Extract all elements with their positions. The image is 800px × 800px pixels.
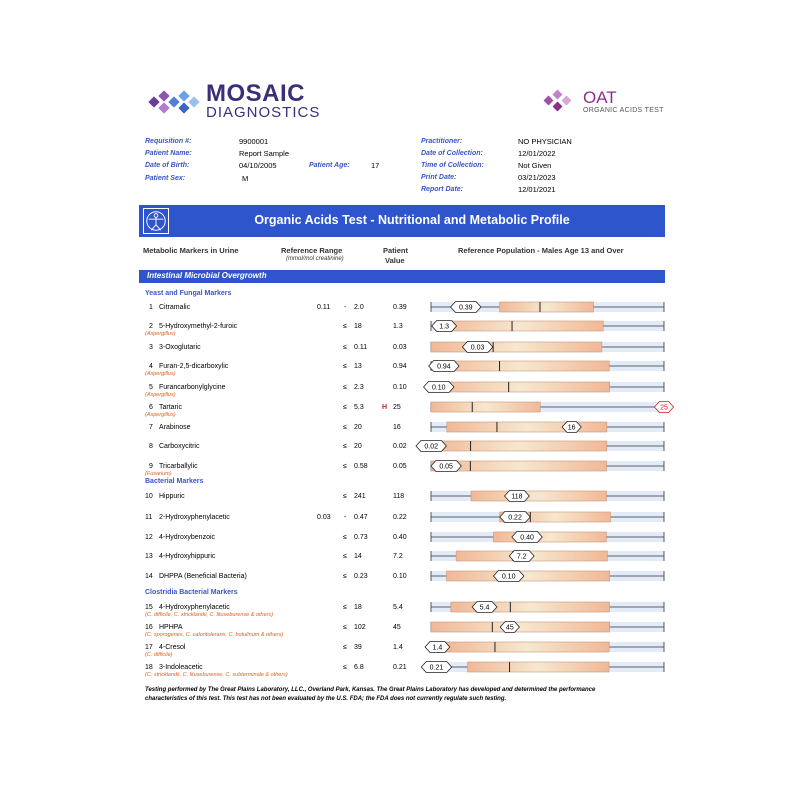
reference-operator: ≤ [343,553,347,560]
reference-high: 13 [354,363,362,370]
patient-value: 16 [393,424,401,431]
marker-organism: (Fusarium) [145,471,172,477]
patient-value-marker-label: 0.10 [431,384,446,392]
marker-number: 16 [145,624,153,631]
patient-value: 0.94 [393,363,407,370]
patient-value-marker-label: 5.4 [479,604,490,612]
oat-logo-icon [541,88,581,114]
group-title: Clostridia Bacterial Markers [145,589,238,596]
marker-organism: (Aspergillus) [145,392,176,398]
marker-number: 12 [145,534,153,541]
marker-number: 11 [145,514,153,521]
patient-value-marker-label: 16 [567,424,576,432]
column-range-units: (mmol/mol creatinine) [286,256,344,262]
reference-population-bar [0,417,800,437]
reference-operator: ≤ [343,604,347,611]
quartile-box [431,441,607,451]
reference-population-bar [0,657,800,677]
reference-population-bar [0,597,800,617]
reference-high: 18 [354,323,362,330]
reference-population-bar [0,617,800,637]
reference-low: 0.03 [317,514,331,521]
reference-operator: ≤ [343,404,347,411]
reference-high: 102 [354,624,366,631]
patient-value-marker-label: 0.40 [520,534,534,542]
marker-name: Citramalic [159,304,191,311]
report-date-label: Report Date: [421,186,464,193]
patient-value-marker-label: 0.39 [458,304,473,312]
age-value: 17 [371,161,380,170]
reference-high: 241 [354,493,366,500]
reference-operator: ≤ [343,664,347,671]
marker-organism: (Aspergillus) [145,371,176,377]
mosaic-logo-icon [146,80,206,124]
marker-name: 2-Hydroxyphenylacetic [159,514,230,521]
marker-name: Arabinose [159,424,191,431]
collection-time-value: Not Given [518,161,552,170]
reference-population-bar [0,297,800,317]
marker-name: Tartaric [159,404,182,411]
patient-value-marker-label: 0.21 [429,664,444,672]
marker-number: 7 [149,424,153,431]
marker-name: 4-Hydroxyphenylacetic [159,604,230,611]
collection-date-value: 12/01/2022 [518,149,556,158]
reference-population-bar [0,377,800,397]
marker-name: 4-Hydroxyhippuric [159,553,216,560]
reference-population-bar [0,397,800,417]
reference-operator: ≤ [343,363,347,370]
reference-operator: ≤ [343,534,347,541]
quartile-box [438,321,603,331]
marker-name: 4-Cresol [159,644,186,651]
patient-value: 25 [393,404,401,411]
reference-high: 0.47 [354,514,368,521]
quartile-box [445,642,609,652]
patient-value-marker-label: 0.22 [508,514,522,522]
quartile-box [431,342,602,352]
reference-high: 20 [354,443,362,450]
reference-operator: ≤ [343,573,347,580]
reference-operator: ≤ [343,424,347,431]
marker-organism: (C. stricklandii, C. lituseburense, C. subterminale & others) [145,672,288,678]
quartile-box [431,382,610,392]
high-flag: H [382,404,388,411]
sex-label: Patient Sex: [145,175,186,182]
reference-population-bar [0,316,800,336]
reference-population-bar [0,507,800,527]
marker-number: 4 [149,363,153,370]
marker-name: Hippuric [159,493,185,500]
reference-population-bar [0,546,800,566]
reference-population-bar [0,486,800,506]
brand-subtitle: DIAGNOSTICS [206,104,321,121]
marker-name: 4-Hydroxybenzoic [159,534,216,541]
marker-name: Furan-2,5-dicarboxylic [159,363,229,370]
marker-number: 18 [145,664,153,671]
patient-value: 0.10 [393,384,407,391]
quartile-box [447,571,610,581]
patient-value: 118 [393,493,405,500]
reference-operator: ≤ [343,323,347,330]
patient-value: 5.4 [393,604,403,611]
reference-high: 0.23 [354,573,368,580]
age-label: Patient Age: [309,162,350,169]
dob-value: 04/10/2005 [239,161,277,170]
reference-high: 20 [354,424,362,431]
group-title: Yeast and Fungal Markers [145,290,232,297]
brand-name: MOSAIC [206,80,305,107]
marker-organism: (Aspergillus) [145,331,176,337]
marker-name: HPHPA [159,624,183,631]
quartile-box [493,532,606,542]
reference-operator: ≤ [343,384,347,391]
reference-high: 6.8 [354,664,364,671]
column-markers: Metabolic Markers in Urine [143,246,239,255]
patient-value-marker-label: 0.10 [501,573,516,581]
reference-high: 5.3 [354,404,364,411]
reference-high: 18 [354,604,362,611]
patient-value-marker-label: 0.03 [470,344,485,352]
marker-number: 15 [145,604,153,611]
marker-number: 5 [149,384,153,391]
quartile-box [434,361,609,371]
patient-value: 0.10 [393,573,407,580]
report-date-value: 12/01/2021 [518,185,556,194]
patient-value-marker-label: 45 [505,624,514,632]
reference-population-bar [0,566,800,586]
patient-value: 0.21 [393,664,407,671]
column-reference-population: Reference Population - Males Age 13 and Over [458,246,624,255]
reference-operator: ≤ [343,644,347,651]
reference-high: 0.58 [354,463,368,470]
quartile-box [471,491,606,501]
reference-high: 14 [354,553,362,560]
marker-name: DHPPA (Beneficial Bacteria) [159,573,247,580]
reference-population-bar [0,337,800,357]
patient-value-marker-label: 0.02 [424,443,438,451]
marker-number: 3 [149,344,153,351]
patient-value-marker-label: 7.2 [516,553,527,561]
footer-disclaimer: Testing performed by The Great Plains Laboratory, LLC., Overland Park, Kansas. The Great Plains Laboratory has developed and determined the performance characteristics of this test. This test has not been evaluated by the U.S. FDA; the FDA does not currently regulate such testing. [145,687,596,702]
requisition-value: 9900001 [239,137,269,146]
collection-time-label: Time of Collection: [421,162,484,169]
reference-high: 2.3 [354,384,364,391]
marker-name: 3-Oxoglutaric [159,344,201,351]
reference-operator: ≤ [343,493,347,500]
patient-value-marker-label: 0.05 [439,463,453,471]
marker-number: 2 [149,323,153,330]
reference-operator: ≤ [343,344,347,351]
column-reference-range: Reference Range [281,246,343,255]
dob-label: Date of Birth: [145,162,190,169]
marker-number: 6 [149,404,153,411]
marker-number: 10 [145,493,153,500]
marker-name: Carboxycitric [159,443,200,450]
patient-value: 1.4 [393,644,403,651]
patient-value-marker-label: 1.3 [439,323,450,331]
patient-value: 0.22 [393,514,407,521]
column-value: Value [385,256,405,265]
marker-organism: (Aspergillus) [145,412,176,418]
column-patient: Patient [383,246,409,255]
oat-subtitle: ORGANIC ACIDS TEST [583,107,664,114]
reference-high: 2.0 [354,304,364,311]
patient-value: 0.02 [393,443,407,450]
patient-value: 0.03 [393,344,407,351]
patient-value-marker-label: 1.4 [432,644,443,652]
marker-number: 17 [145,644,153,651]
print-date-label: Print Date: [421,174,457,181]
group-title: Bacterial Markers [145,478,204,485]
patient-value-marker-label: 0.94 [437,363,451,371]
quartile-box [447,422,607,432]
quartile-box [431,622,610,632]
marker-number: 1 [149,304,153,311]
section-title: Intestinal Microbial Overgrowth [147,271,267,280]
reference-operator: - [344,514,347,521]
reference-population-bar [0,527,800,547]
marker-organism: (C. sporogenes, C. caloritolerans, C. botulinum & others) [145,632,284,638]
patient-value: 45 [393,624,401,631]
requisition-label: Requisition #: [145,138,192,145]
reference-population-bar [0,637,800,657]
sex-value: M [242,174,249,183]
patient-name-label: Patient Name: [145,150,192,157]
collection-date-label: Date of Collection: [421,150,483,157]
reference-operator: ≤ [343,443,347,450]
quartile-box [431,402,540,412]
reference-operator: ≤ [343,624,347,631]
print-date-value: 03/21/2023 [518,173,556,182]
marker-number: 8 [149,443,153,450]
reference-high: 0.73 [354,534,368,541]
marker-name: 3-Indoleacetic [159,664,203,671]
marker-organism: (C. difficile, C. stricklandii, C. lituseburense & others) [145,612,274,618]
reference-population-bar [0,436,800,456]
marker-name: 5-Hydroxymethyl-2-furoic [159,323,238,330]
reference-high: 0.11 [354,344,368,351]
reference-operator: ≤ [343,463,347,470]
quartile-box [500,302,594,312]
patient-name-value: Report Sample [239,149,290,158]
reference-population-bar [0,456,800,476]
patient-value: 0.05 [393,463,407,470]
patient-value: 7.2 [393,553,403,560]
report-title: Organic Acids Test - Nutritional and Metabolic Profile [254,213,570,227]
patient-value: 0.39 [393,304,407,311]
quartile-box [468,662,609,672]
reference-operator: - [344,304,347,311]
marker-number: 9 [149,463,153,470]
reference-high: 39 [354,644,362,651]
marker-organism: (C. difficile) [145,652,173,658]
patient-value: 1.3 [393,323,403,330]
patient-value-marker-label: 118 [511,493,523,501]
marker-number: 14 [145,573,153,580]
reference-population-bar [0,356,800,376]
patient-value: 0.40 [393,534,407,541]
patient-value-marker-label: 25 [660,404,668,412]
practitioner-label: Practitioner: [421,138,463,145]
marker-name: Tricarballylic [159,463,198,470]
practitioner-value: NO PHYSICIAN [518,137,572,146]
marker-number: 13 [145,553,153,560]
oat-title: OAT [583,88,617,107]
marker-name: Furancarbonylglycine [159,384,226,391]
reference-low: 0.11 [317,304,331,311]
